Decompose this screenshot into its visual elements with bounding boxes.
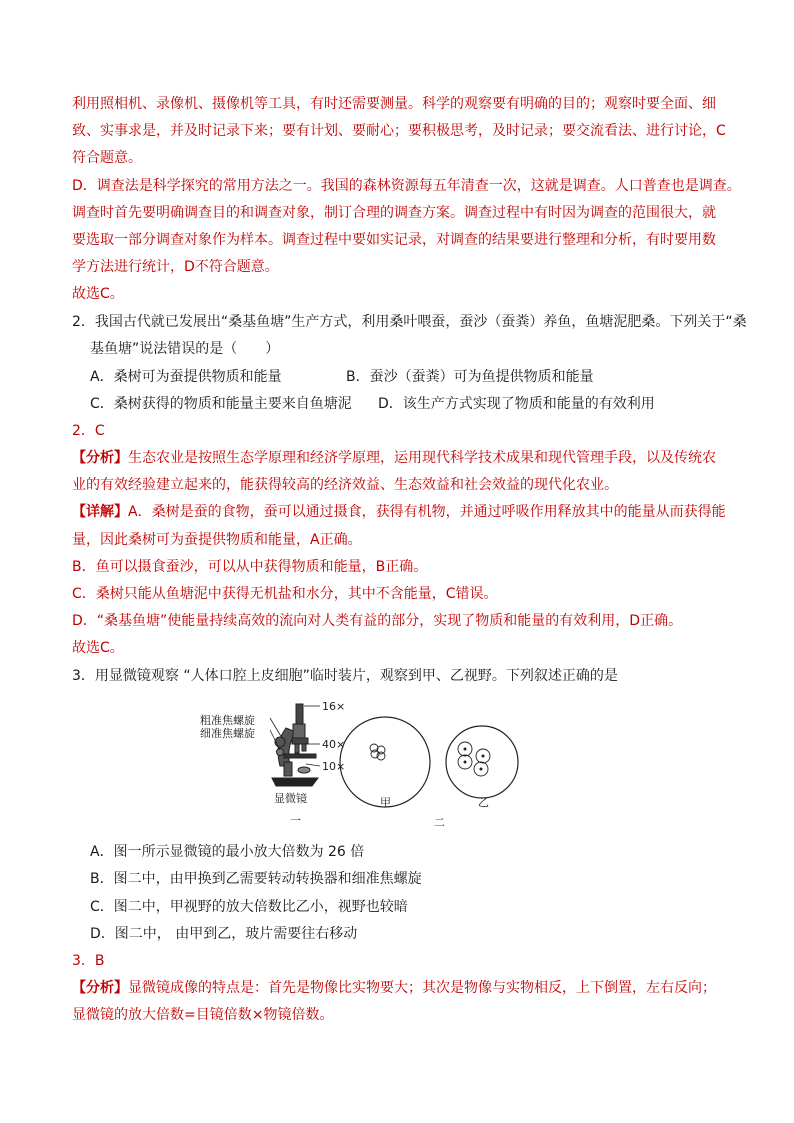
- detail-line: 量，因此桑树可为蚕提供物质和能量，A正确。: [72, 532, 362, 548]
- label-yi: 乙: [478, 796, 489, 809]
- analysis-tag: 【分析】: [72, 980, 128, 996]
- analysis-tag: 【分析】: [72, 450, 128, 466]
- explanation-line: 学方法进行统计，D不符合题意。: [72, 259, 279, 275]
- detail-line: [72, 502, 726, 522]
- option-a: A．桑树可为蚕提供物质和能量: [90, 369, 282, 385]
- conclusion: 故选C。: [72, 640, 124, 656]
- detail-line: B．鱼可以摄食蚕沙，可以从中获得物质和能量，B正确。: [72, 559, 428, 575]
- explanation-line: 符合题意。: [72, 150, 142, 166]
- option-d: D．图二中， 由甲到乙，玻片需要往右移动: [90, 926, 358, 942]
- question-stem: 3．用显微镜观察 “人体口腔上皮细胞”临时装片，观察到甲、乙视野。下列叙述正确的是: [72, 668, 618, 684]
- option-b: B．图二中，由甲换到乙需要转动转换器和细准焦螺旋: [90, 871, 422, 887]
- question-stem: 基鱼塘”说法错误的是（ ）: [90, 341, 280, 357]
- label-10x: 10×: [322, 760, 346, 773]
- option-b: B．蚕沙（蚕粪）可为鱼提供物质和能量: [346, 369, 594, 385]
- cells-yi: [458, 742, 490, 776]
- explanation-line: 要选取一部分调查对象作为样本。调查过程中要如实记录，对调查的结果要进行整理和分析，有时要用数: [72, 232, 716, 248]
- cells-jia: [370, 744, 385, 760]
- explanation-line: D．调查法是科学探究的常用方法之一。我国的森林资源每五年清查一次，这就是调查。人口普查也是调查。: [72, 178, 741, 194]
- answer-key: 2．C: [72, 423, 105, 439]
- analysis-text: 生态农业是按照生态学原理和经济学原理，运用现代科学技术成果和现代管理手段，以及传统农: [128, 450, 716, 466]
- microscope-figure: [200, 694, 520, 834]
- analysis-line: 业的有效经验建立起来的，能获得较高的经济效益、生态效益和社会效益的现代化农业。: [72, 477, 618, 493]
- option-d: D．该生产方式实现了物质和能量的有效利用: [378, 396, 655, 412]
- explanation-line: 调查时首先要明确调查目的和调查对象，制订合理的调查方案。调查过程中有时因为调查的范围很大，就: [72, 205, 716, 221]
- analysis-line: 显微镜的放大倍数=目镜倍数×物镜倍数。: [72, 1007, 334, 1023]
- question-stem: 2．我国古代就已发展出“桑基鱼塘”生产方式，利用桑叶喂蚕，蚕沙（蚕粪）养鱼，鱼塘泥肥桑。下列关于“桑: [72, 314, 747, 330]
- detail-line: C．桑树只能从鱼塘泥中获得无机盐和水分，其中不含能量，C错误。: [72, 586, 498, 602]
- analysis-text: 显微镜成像的特点是：首先是物像比实物要大；其次是物像与实物相反，上下倒置，左右反向；: [128, 980, 716, 996]
- explanation-line: 利用照相机、录像机、摄像机等工具，有时还需要测量。科学的观察要有明确的目的；观察时要全面、细: [72, 96, 716, 112]
- option-c: C．图二中，甲视野的放大倍数比乙小，视野也较暗: [90, 899, 408, 915]
- label-fine-focus: 细准焦螺旋: [200, 727, 255, 740]
- analysis-line: [72, 448, 716, 468]
- label-40x: 40×: [322, 738, 346, 751]
- detail-text: A．桑树是蚕的食物，蚕可以通过摄食，获得有机物，并通过呼吸作用释放其中的能量从而获得能: [128, 504, 726, 520]
- conclusion: 故选C。: [72, 286, 124, 302]
- label-coarse-focus: 粗准焦螺旋: [200, 714, 255, 727]
- option-a: A．图一所示显微镜的最小放大倍数为 26 倍: [90, 844, 365, 860]
- label-microscope: 显微镜: [274, 792, 307, 805]
- answer-key: 3．B: [72, 953, 105, 969]
- detail-line: D．“桑基鱼塘”使能量持续高效的流向对人类有益的部分，实现了物质和能量的有效利用，D正确。: [72, 613, 683, 629]
- detail-tag: 【详解】: [72, 504, 128, 520]
- label-jia: 甲: [380, 796, 391, 809]
- explanation-line: 致、实事求是，并及时记录下来；要有计划、要耐心；要积极思考，及时记录；要交流看法、进行讨论，C: [72, 123, 726, 139]
- analysis-line: [72, 978, 716, 998]
- microscope-icon: [272, 704, 318, 786]
- caption-figure-2: 二: [434, 816, 445, 829]
- caption-figure-1: 一: [290, 814, 301, 827]
- option-c: C．桑树获得的物质和能量主要来自鱼塘泥: [90, 396, 352, 412]
- label-16x: 16×: [322, 700, 346, 713]
